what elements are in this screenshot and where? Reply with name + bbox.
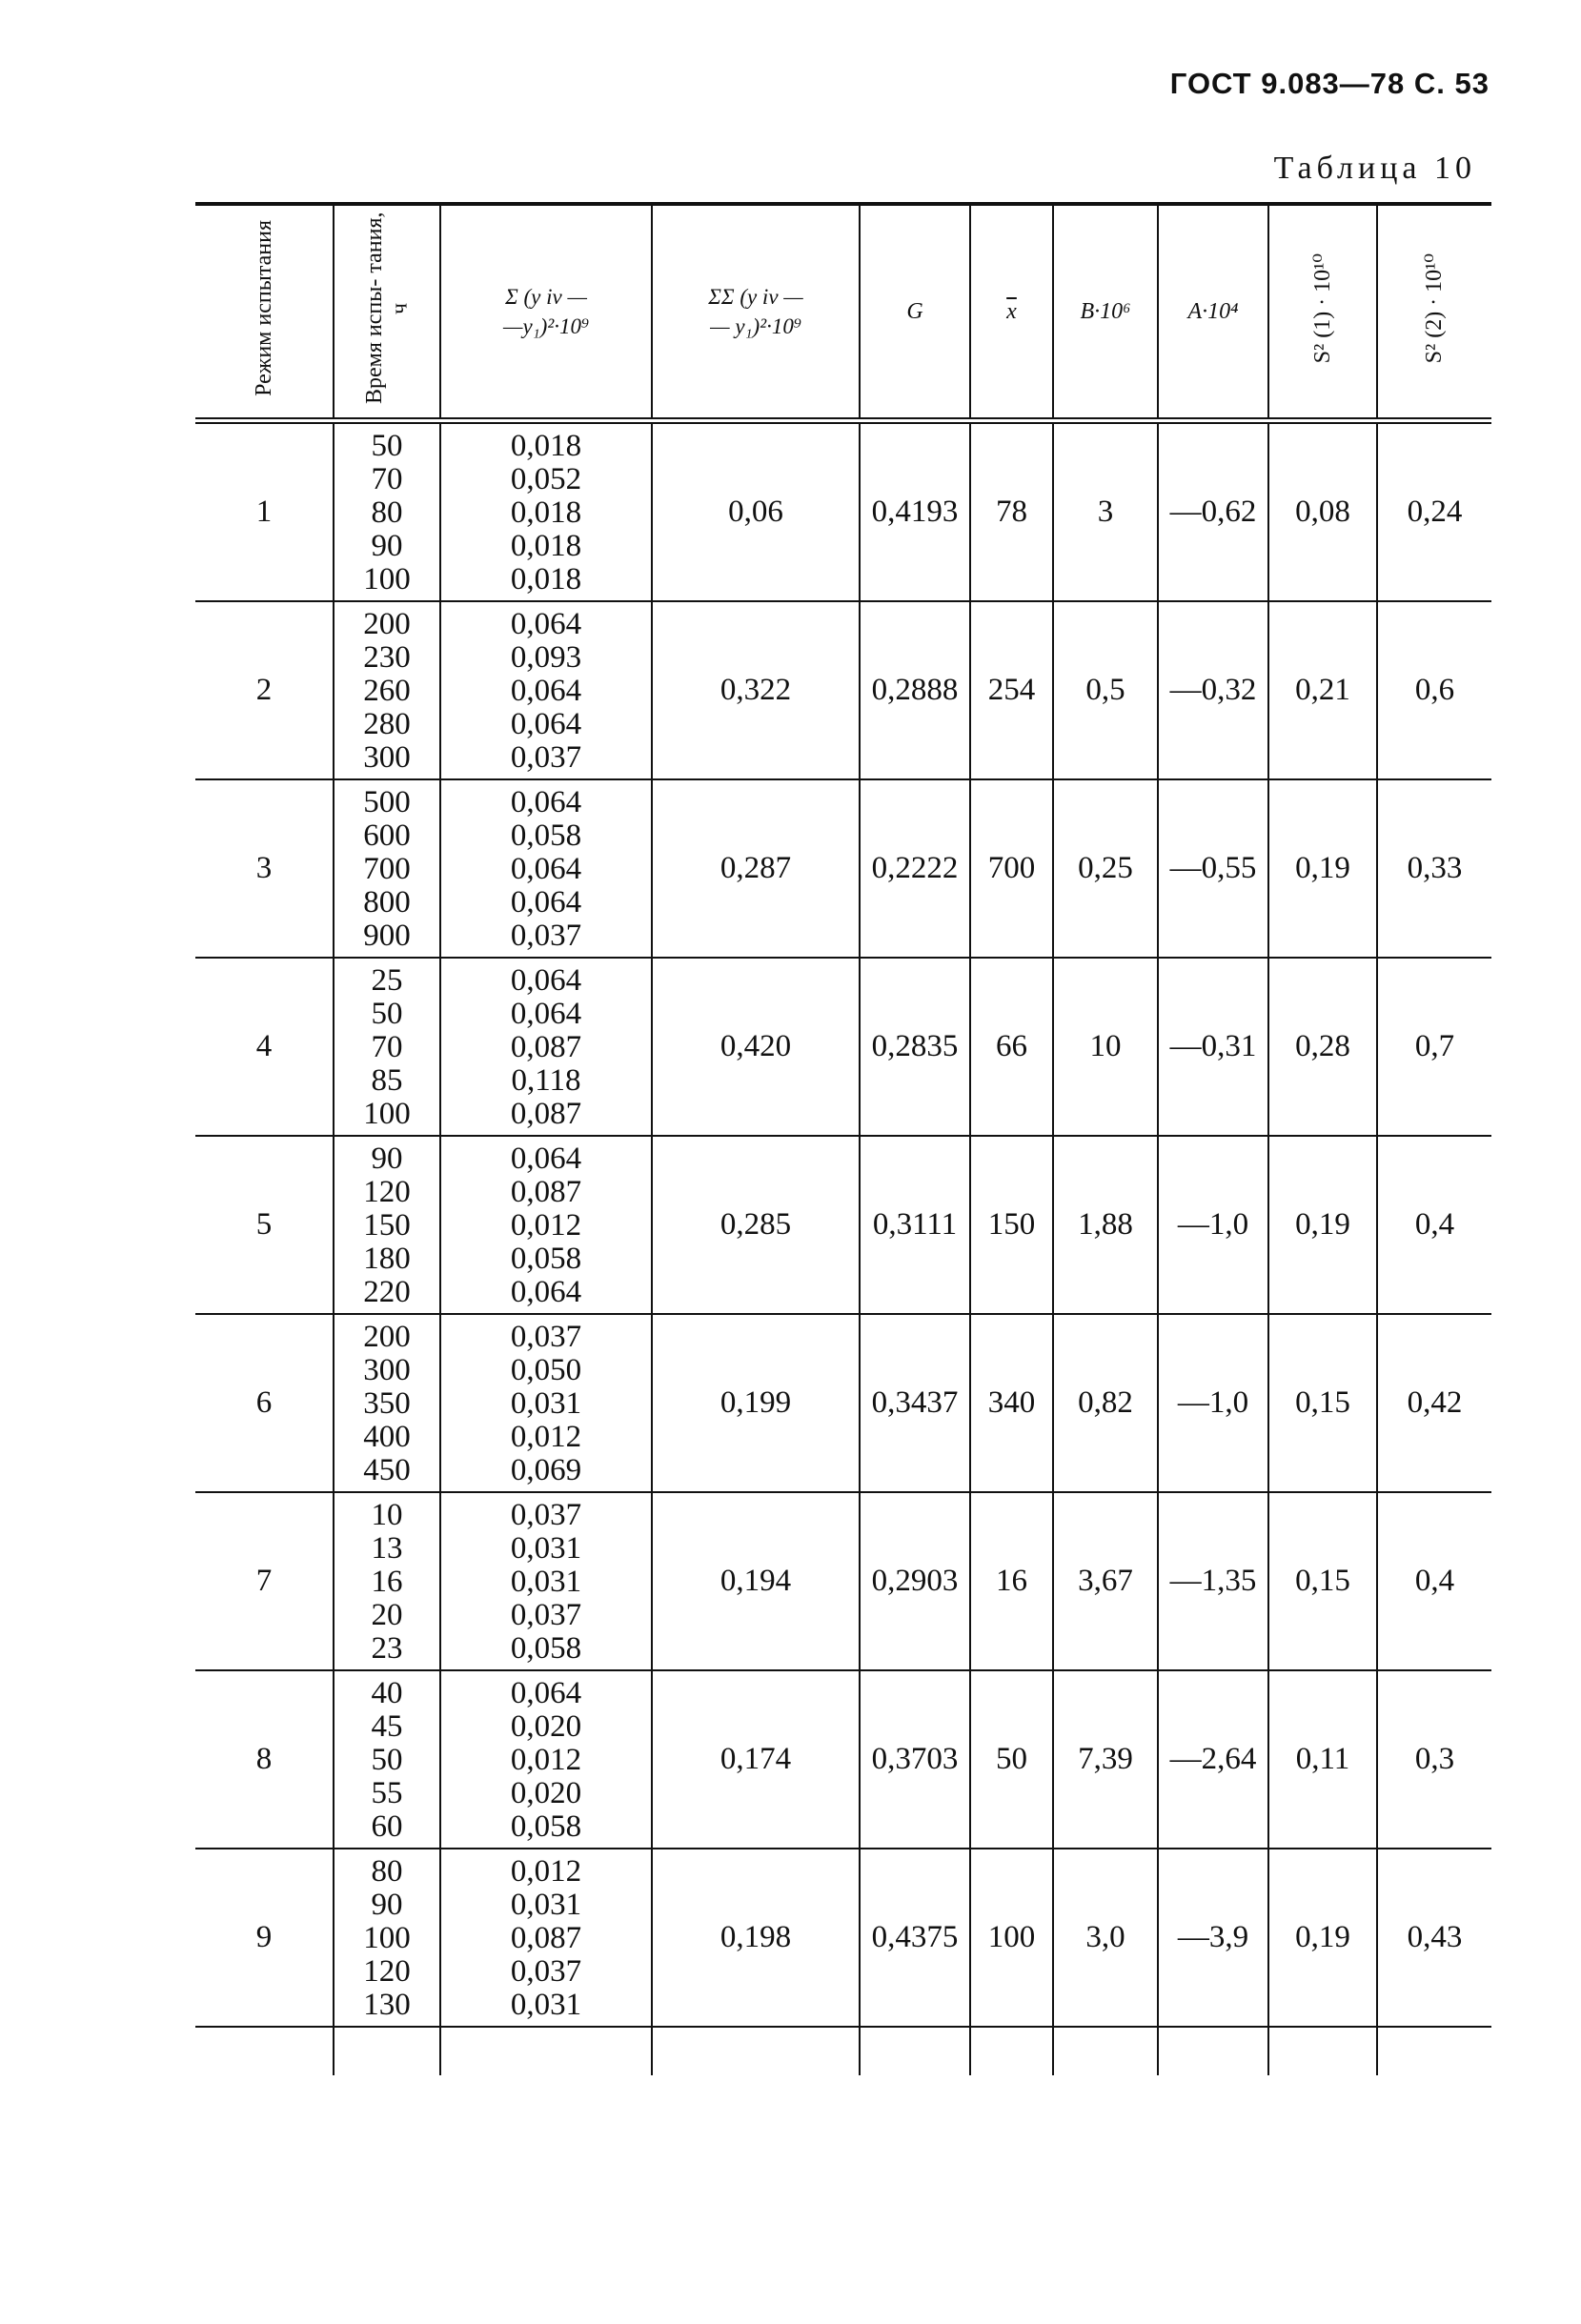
cell-x: 700 [970,779,1053,958]
cell-b: 10 [1053,958,1158,1136]
deviation-value: 0,069 [510,1453,582,1487]
time-value: 50 [371,429,403,463]
cell-s1: 0,19 [1268,1136,1377,1314]
cell-x: 254 [970,601,1053,779]
cell-mode: 1 [195,421,334,602]
time-value: 280 [363,707,411,741]
cell-g: 0,3437 [860,1314,970,1492]
deviation-value: 0,064 [510,785,582,819]
deviation-value: 0,031 [510,1888,582,1922]
cell-times [334,1136,440,1314]
time-value: 20 [371,1598,403,1632]
stub-cell [1158,2027,1268,2075]
stub-cell [970,2027,1053,2075]
time-value: 50 [371,1743,403,1777]
cell-s1: 0,15 [1268,1314,1377,1492]
cell-x: 16 [970,1492,1053,1670]
stub-cell [860,2027,970,2075]
deviation-value: 0,064 [510,1142,582,1176]
cell-g: 0,4375 [860,1849,970,2027]
cell-b: 7,39 [1053,1670,1158,1849]
cell-devs [440,421,652,602]
time-value: 130 [363,1988,411,2022]
cell-s2: 0,3 [1377,1670,1491,1849]
cell-a: —0,62 [1158,421,1268,602]
time-value: 200 [363,607,411,641]
col-header-double-sum-line1: ΣΣ (y iv — [708,284,803,309]
deviation-value: 0,037 [510,919,582,953]
cell-devs [440,958,652,1136]
time-value: 900 [363,919,411,953]
cell-a: —0,55 [1158,779,1268,958]
deviation-value: 0,050 [510,1353,582,1387]
deviation-value: 0,064 [510,607,582,641]
cell-times [334,779,440,958]
col-header-g: G [860,204,970,421]
time-value: 220 [363,1275,411,1309]
time-value: 120 [363,1175,411,1209]
time-value: 300 [363,1353,411,1387]
cell-g: 0,4193 [860,421,970,602]
deviation-value: 0,018 [510,529,582,563]
cell-b: 0,25 [1053,779,1158,958]
time-value: 55 [371,1776,403,1810]
cell-sum: 0,322 [652,601,860,779]
cell-s2: 0,43 [1377,1849,1491,2027]
table-bottom-stub [195,2027,1491,2075]
deviation-value: 0,031 [510,1988,582,2022]
table-row [195,779,1491,958]
deviation-value: 0,018 [510,495,582,530]
deviation-value: 0,058 [510,1631,582,1666]
deviation-value: 0,058 [510,1809,582,1844]
col-header-x: $\overline{x}$ [970,204,1053,421]
time-value: 230 [363,640,411,675]
time-value: 700 [363,852,411,886]
cell-s1: 0,11 [1268,1670,1377,1849]
cell-mode: 2 [195,601,334,779]
deviation-value: 0,012 [510,1208,582,1243]
time-value: 100 [363,1097,411,1131]
stub-cell [334,2027,440,2075]
cell-b: 3 [1053,421,1158,602]
cell-x: 150 [970,1136,1053,1314]
time-value: 100 [363,1921,411,1955]
cell-g: 0,2903 [860,1492,970,1670]
deviation-value: 0,087 [510,1030,582,1064]
cell-a: —1,35 [1158,1492,1268,1670]
deviation-value: 0,012 [510,1420,582,1454]
time-value: 600 [363,818,411,853]
time-value: 300 [363,740,411,775]
deviation-value: 0,064 [510,885,582,919]
cell-devs [440,1136,652,1314]
cell-times [334,421,440,602]
cell-g: 0,2222 [860,779,970,958]
cell-a: —3,9 [1158,1849,1268,2027]
time-value: 10 [371,1498,403,1532]
cell-times [334,1314,440,1492]
stub-cell [440,2027,652,2075]
time-value: 50 [371,997,403,1031]
time-value: 120 [363,1954,411,1989]
deviation-value: 0,064 [510,1676,582,1710]
cell-s2: 0,7 [1377,958,1491,1136]
cell-b: 0,5 [1053,601,1158,779]
cell-x: 78 [970,421,1053,602]
table-row [195,1314,1491,1492]
table-body [195,421,1491,2076]
col-header-s2: S² (2) · 10¹⁰ [1377,204,1491,421]
cell-times [334,1849,440,2027]
cell-devs [440,1849,652,2027]
header-row [195,204,1491,421]
col-header-time: Время испы- тания, ч [334,204,440,421]
stub-cell [652,2027,860,2075]
deviation-value: 0,064 [510,852,582,886]
col-header-b: B·10⁶ [1053,204,1158,421]
cell-s2: 0,6 [1377,601,1491,779]
time-value: 180 [363,1242,411,1276]
cell-devs [440,1314,652,1492]
col-header-dev-sum [440,204,652,421]
time-value: 25 [371,963,403,998]
time-value: 150 [363,1208,411,1243]
time-value: 80 [371,495,403,530]
cell-mode: 9 [195,1849,334,2027]
cell-x: 100 [970,1849,1053,2027]
table-caption: Таблица 10 [1273,151,1476,186]
cell-devs [440,779,652,958]
cell-sum: 0,287 [652,779,860,958]
time-value: 800 [363,885,411,919]
cell-b: 1,88 [1053,1136,1158,1314]
time-value: 23 [371,1631,403,1666]
cell-x: 340 [970,1314,1053,1492]
data-table-container [195,202,1491,2075]
deviation-value: 0,037 [510,1320,582,1354]
cell-a: —0,32 [1158,601,1268,779]
time-value: 40 [371,1676,403,1710]
cell-times [334,1492,440,1670]
cell-s2: 0,33 [1377,779,1491,958]
cell-s2: 0,24 [1377,421,1491,602]
cell-b: 3,67 [1053,1492,1158,1670]
col-header-mode: Режим испытания [195,204,334,421]
cell-s1: 0,28 [1268,958,1377,1136]
cell-s1: 0,21 [1268,601,1377,779]
deviation-value: 0,037 [510,1498,582,1532]
table-row [195,1136,1491,1314]
cell-times [334,601,440,779]
deviation-value: 0,064 [510,963,582,998]
cell-a: —1,0 [1158,1136,1268,1314]
time-value: 90 [371,529,403,563]
cell-s2: 0,42 [1377,1314,1491,1492]
time-value: 16 [371,1565,403,1599]
deviation-value: 0,018 [510,429,582,463]
deviation-value: 0,093 [510,640,582,675]
time-value: 60 [371,1809,403,1844]
cell-a: —1,0 [1158,1314,1268,1492]
cell-g: 0,3111 [860,1136,970,1314]
deviation-value: 0,064 [510,1275,582,1309]
time-value: 400 [363,1420,411,1454]
cell-s2: 0,4 [1377,1492,1491,1670]
time-value: 200 [363,1320,411,1354]
deviation-value: 0,037 [510,1954,582,1989]
cell-sum: 0,174 [652,1670,860,1849]
cell-g: 0,2888 [860,601,970,779]
cell-b: 0,82 [1053,1314,1158,1492]
cell-mode: 3 [195,779,334,958]
deviation-value: 0,087 [510,1097,582,1131]
deviation-value: 0,064 [510,997,582,1031]
deviation-value: 0,012 [510,1854,582,1889]
cell-x: 66 [970,958,1053,1136]
col-header-s1: S² (1) · 10¹⁰ [1268,204,1377,421]
col-header-double-sum-line2: — y₁)²·10⁹ [710,314,801,338]
time-value: 350 [363,1386,411,1421]
cell-devs [440,601,652,779]
time-value: 70 [371,462,403,496]
cell-s2: 0,4 [1377,1136,1491,1314]
deviation-value: 0,018 [510,562,582,596]
deviation-value: 0,058 [510,818,582,853]
deviation-value: 0,037 [510,1598,582,1632]
col-header-a: A·10⁴ [1158,204,1268,421]
cell-times [334,1670,440,1849]
time-value: 90 [371,1888,403,1922]
cell-mode: 8 [195,1670,334,1849]
deviation-value: 0,031 [510,1531,582,1566]
time-value: 70 [371,1030,403,1064]
cell-s1: 0,19 [1268,1849,1377,2027]
deviation-value: 0,064 [510,674,582,708]
cell-g: 0,2835 [860,958,970,1136]
cell-g: 0,3703 [860,1670,970,1849]
cell-x: 50 [970,1670,1053,1849]
cell-a: —0,31 [1158,958,1268,1136]
time-value: 90 [371,1142,403,1176]
table-row [195,1492,1491,1670]
cell-sum: 0,198 [652,1849,860,2027]
time-value: 450 [363,1453,411,1487]
cell-mode: 6 [195,1314,334,1492]
deviation-value: 0,037 [510,740,582,775]
deviation-value: 0,087 [510,1175,582,1209]
cell-s1: 0,19 [1268,779,1377,958]
cell-b: 3,0 [1053,1849,1158,2027]
deviation-value: 0,031 [510,1565,582,1599]
cell-mode: 4 [195,958,334,1136]
cell-sum: 0,285 [652,1136,860,1314]
cell-times [334,958,440,1136]
deviation-value: 0,087 [510,1921,582,1955]
time-value: 500 [363,785,411,819]
data-table [195,202,1491,2075]
table-row [195,958,1491,1136]
time-value: 100 [363,562,411,596]
cell-a: —2,64 [1158,1670,1268,1849]
cell-mode: 7 [195,1492,334,1670]
deviation-value: 0,012 [510,1743,582,1777]
table-row [195,421,1491,602]
table-row [195,1849,1491,2027]
col-header-double-sum [652,204,860,421]
deviation-value: 0,064 [510,707,582,741]
table-row [195,1670,1491,1849]
time-value: 260 [363,674,411,708]
cell-sum: 0,199 [652,1314,860,1492]
deviation-value: 0,031 [510,1386,582,1421]
cell-devs [440,1492,652,1670]
deviation-value: 0,052 [510,462,582,496]
cell-devs [440,1670,652,1849]
page-header: ГОСТ 9.083—78 С. 53 [1169,67,1490,100]
cell-sum: 0,06 [652,421,860,602]
cell-s1: 0,08 [1268,421,1377,602]
time-value: 85 [371,1063,403,1098]
deviation-value: 0,118 [511,1063,581,1098]
cell-sum: 0,420 [652,958,860,1136]
col-header-dev-sum-line2: —y₁)²·10⁹ [503,314,589,338]
cell-mode: 5 [195,1136,334,1314]
col-header-dev-sum-line1: Σ (y iv — [505,284,587,309]
cell-s1: 0,15 [1268,1492,1377,1670]
stub-cell [1268,2027,1377,2075]
deviation-value: 0,058 [510,1242,582,1276]
cell-sum: 0,194 [652,1492,860,1670]
stub-cell [195,2027,334,2075]
stub-cell [1377,2027,1491,2075]
deviation-value: 0,020 [510,1776,582,1810]
deviation-value: 0,020 [510,1709,582,1744]
time-value: 13 [371,1531,403,1566]
table-row [195,601,1491,779]
time-value: 80 [371,1854,403,1889]
time-value: 45 [371,1709,403,1744]
stub-cell [1053,2027,1158,2075]
